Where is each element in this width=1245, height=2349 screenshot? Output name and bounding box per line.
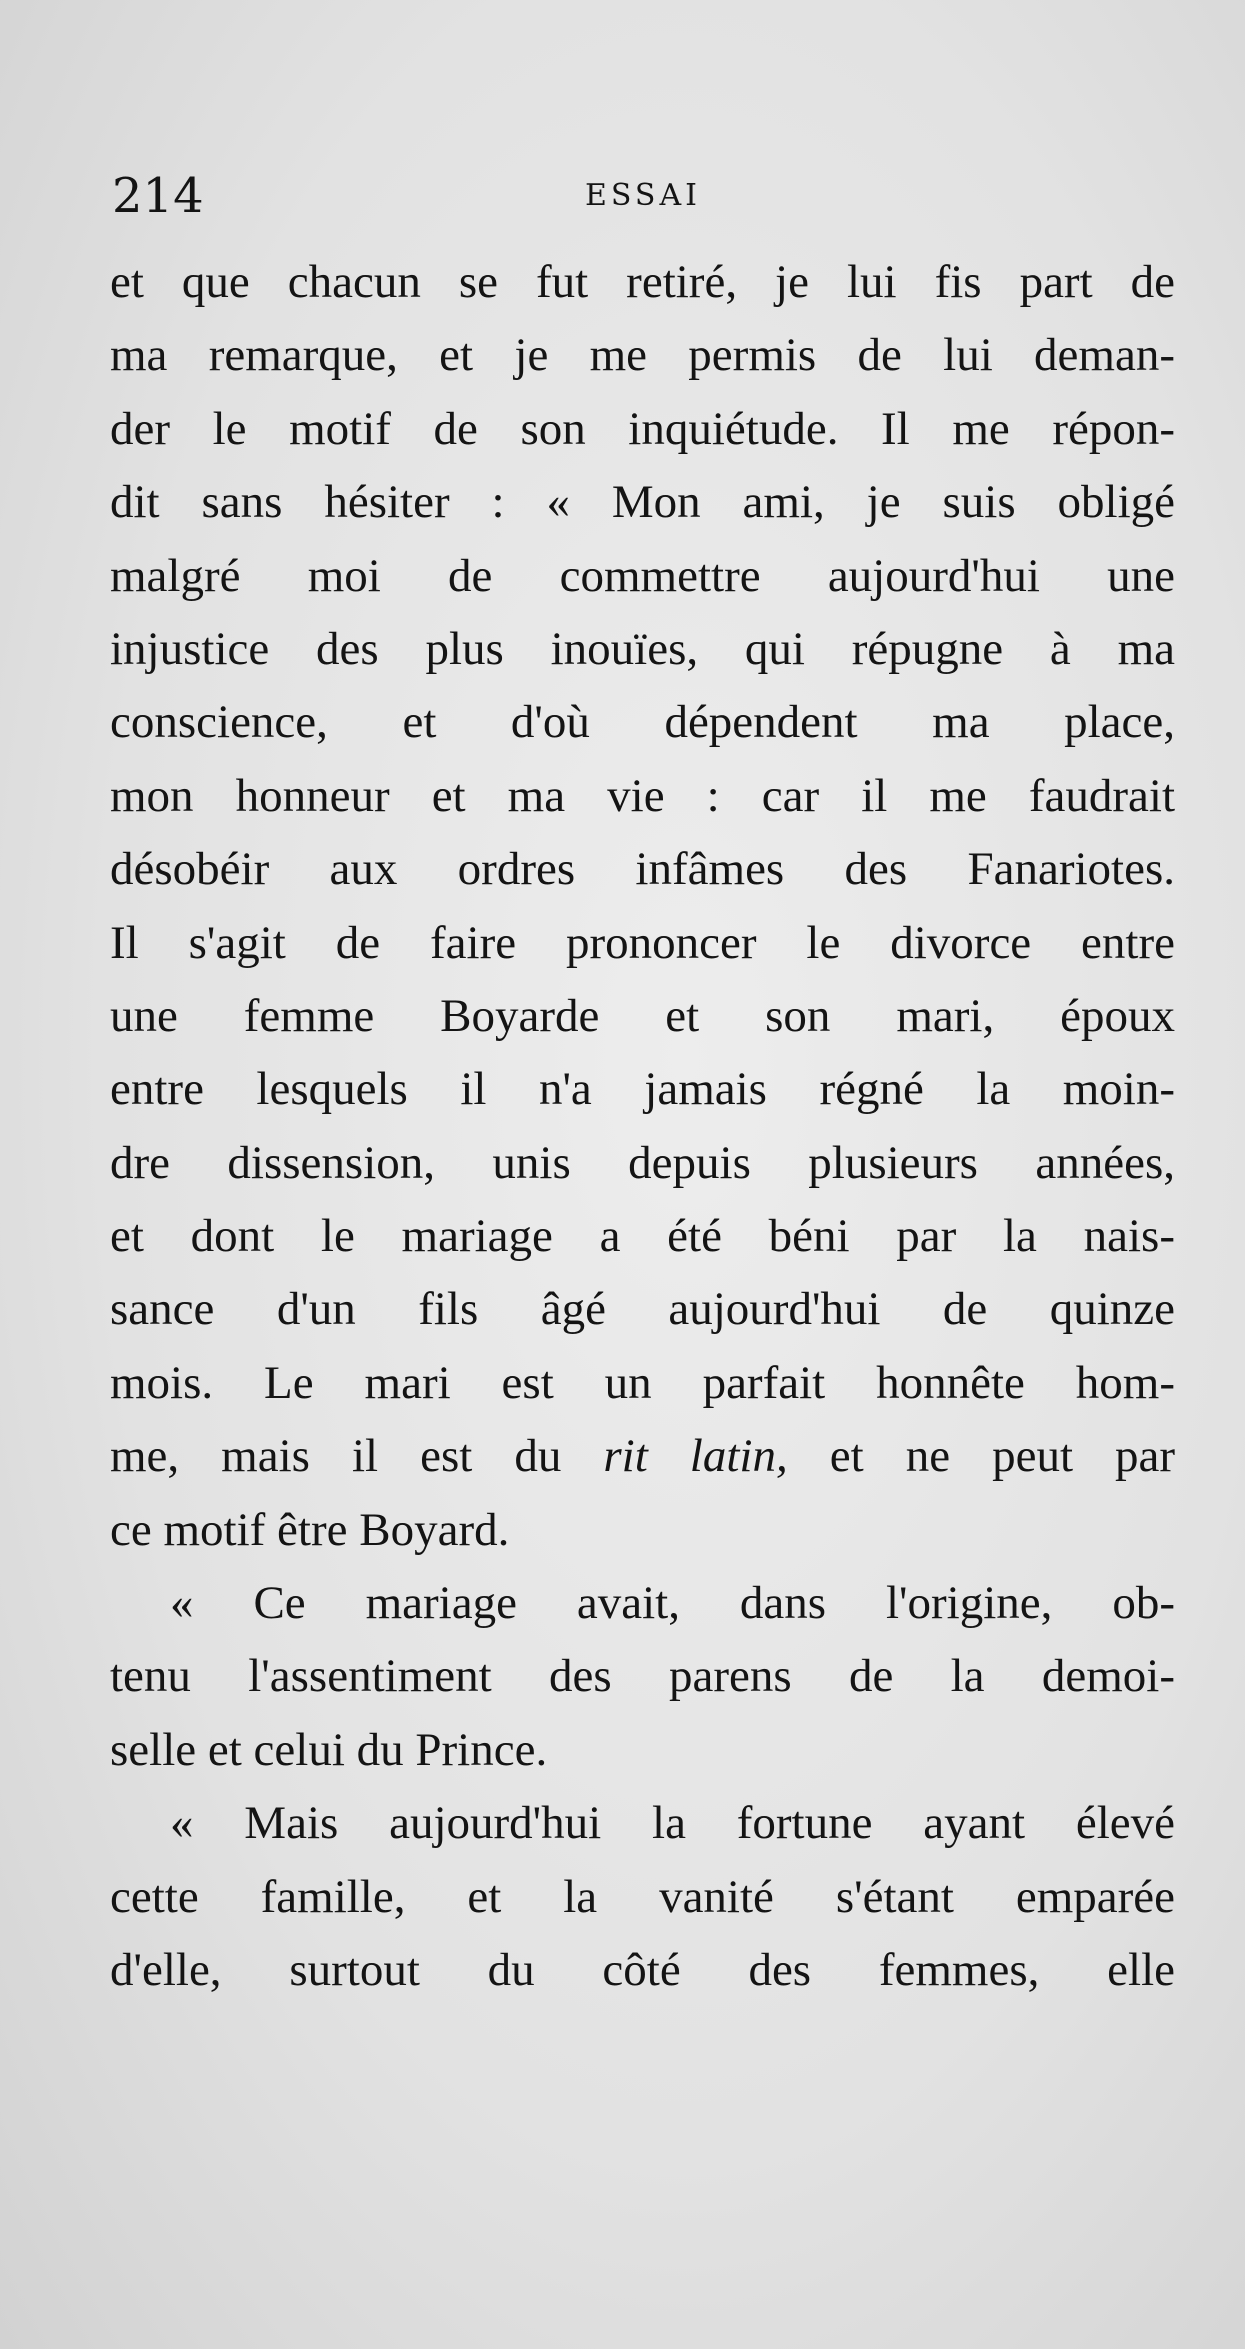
text-line: mois. Le mari est un parfait honnête hom-	[110, 1356, 1175, 1409]
text-line: der le motif de son inquiétude. Il me répon-	[110, 402, 1175, 455]
text-line: une femme Boyarde et son mari, époux	[110, 989, 1175, 1042]
page-number: 214	[112, 168, 204, 224]
running-title: ESSAI	[585, 178, 701, 213]
body-text	[110, 246, 1175, 2007]
text-line: ma remarque, et je me permis de lui deman-	[110, 329, 1175, 382]
text-segment: me, mais il est du	[110, 1430, 562, 1483]
text-line: Il s'agit de faire prononcer le divorce entre	[110, 916, 1175, 969]
text-line: dre dissension, unis depuis plusieurs années,	[110, 1136, 1175, 1189]
text-line: entre lesquels il n'a jamais régné la moin-	[110, 1063, 1175, 1116]
text-line	[110, 1420, 1175, 1493]
text-line: dit sans hésiter : « Mon ami, je suis obligé	[110, 476, 1175, 529]
paragraph-end-line: selle et celui du Prince.	[110, 1723, 548, 1776]
text-line: malgré moi de commettre aujourd'hui une	[110, 549, 1175, 602]
text-line: d'elle, surtout du côté des femmes, elle	[110, 1943, 1175, 1996]
text-segment: et ne peut par	[829, 1430, 1175, 1483]
text-line: « Ce mariage avait, dans l'origine, ob-	[170, 1577, 1175, 1630]
running-head	[112, 168, 1174, 224]
text-line: cette famille, et la vanité s'étant emparée	[110, 1870, 1175, 1923]
text-line: « Mais aujourd'hui la fortune ayant élevé	[170, 1797, 1175, 1850]
text-line: désobéir aux ordres infâmes des Fanariotes.	[110, 843, 1175, 896]
text-line: sance d'un fils âgé aujourd'hui de quinze	[110, 1283, 1175, 1336]
text-line: conscience, et d'où dépendent ma place,	[110, 696, 1175, 749]
italic-term: rit latin,	[603, 1430, 788, 1483]
text-line: injustice des plus inouïes, qui répugne à ma	[110, 622, 1175, 675]
text-line: tenu l'assentiment des parens de la demoi-	[110, 1650, 1175, 1703]
text-line: mon honneur et ma vie : car il me faudrait	[110, 769, 1175, 822]
text-line: et que chacun se fut retiré, je lui fis part de	[110, 256, 1175, 308]
text-line: et dont le mariage a été béni par la nais-	[110, 1210, 1175, 1263]
paragraph-end-line: ce motif être Boyard.	[110, 1503, 510, 1556]
